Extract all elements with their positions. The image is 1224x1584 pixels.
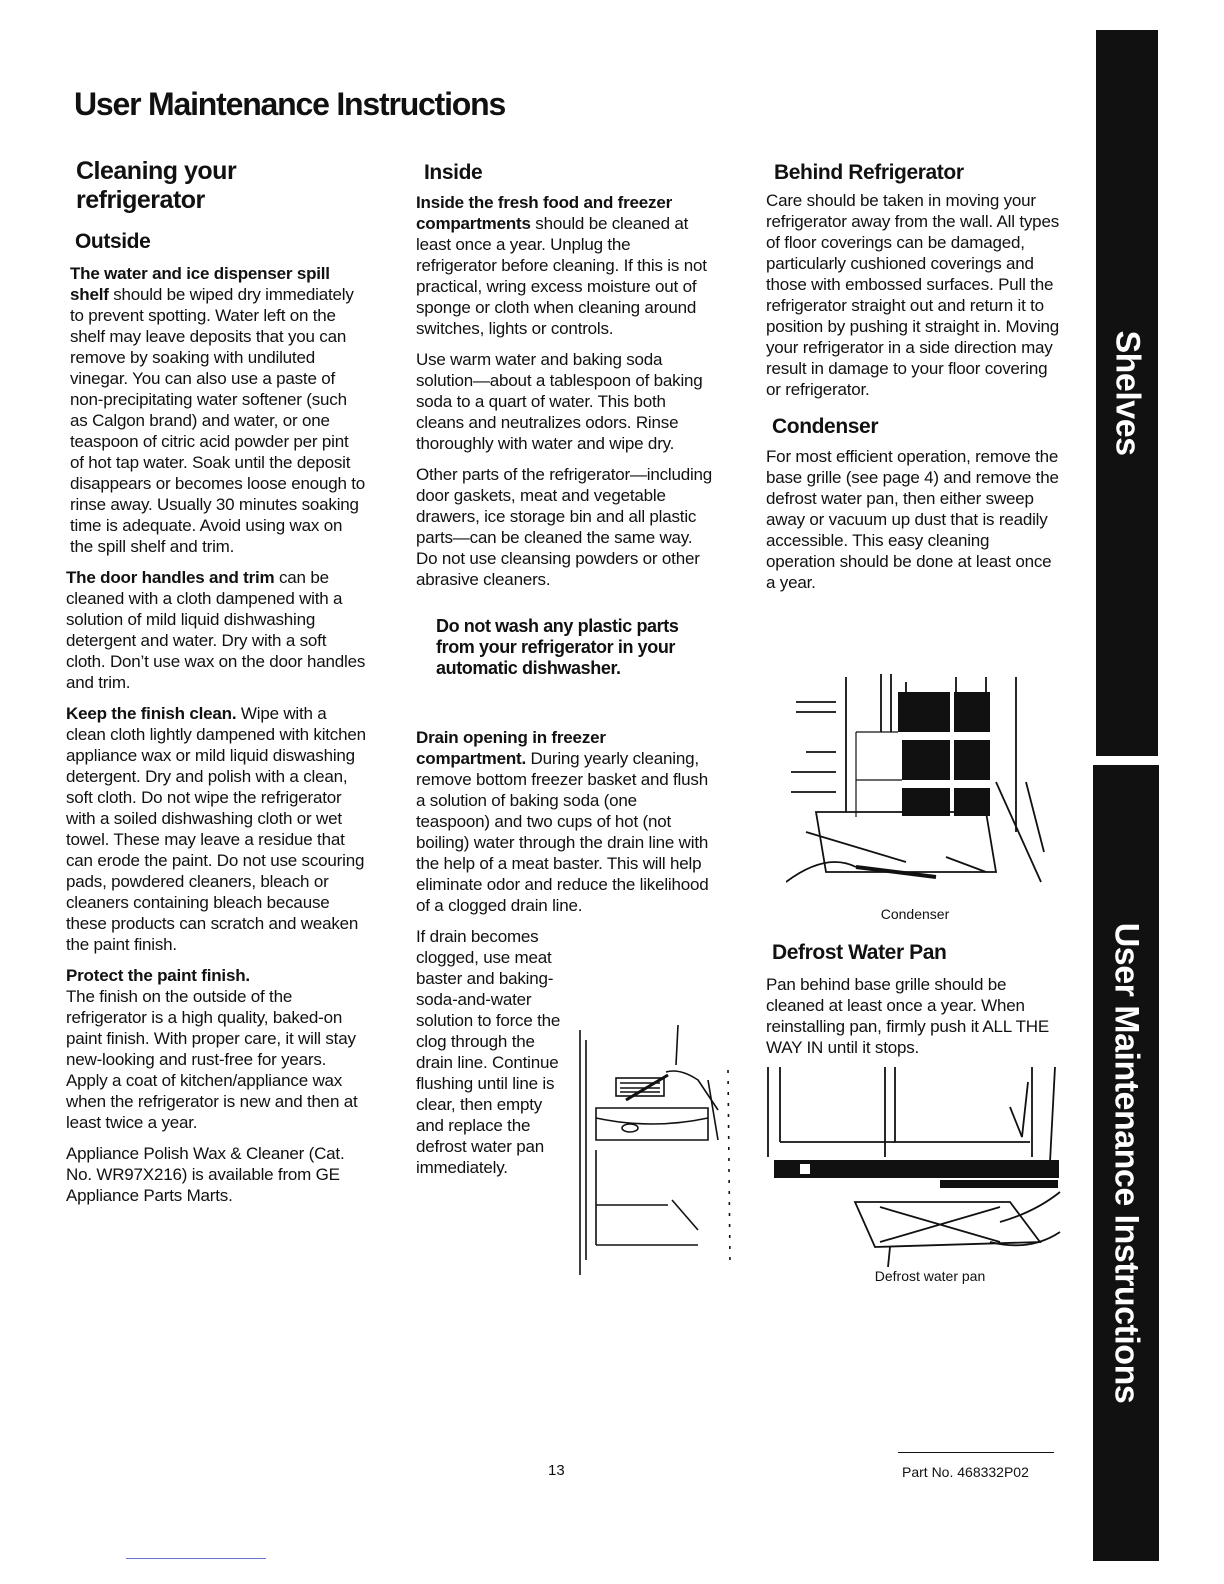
bottom-rule	[126, 1558, 266, 1559]
paragraph-protect-finish: Protect the paint finish. The finish on the outside of the refrigerator is a high quality, baked-on paint finish. With proper care, it will stay new-looking and rust-free for years. Apply a coat of kitchen/appliance wax when the refrigerator is new and then at least twice a year.	[66, 966, 358, 1132]
column-behind	[766, 160, 1066, 603]
paragraph-drain-clogged: If drain becomes clogged, use meat baster and baking-soda-and-water solution to force the clog through the drain line. Continue flushing until line is clear, then empty and replace the defrost water pan immediately.	[416, 927, 561, 1177]
defrost-pan-illustration	[760, 1062, 1066, 1272]
drain-illustration	[568, 1020, 738, 1280]
paragraph-finish-clean: Keep the finish clean. Wipe with a clean cloth lightly dampened with kitchen appliance wax or mild liquid diswashing detergent. Dry and polish with a clean, soft cloth. Do not wipe the refrigerator with a soiled dishwashing cloth or wet towel. These may leave a residue that can erode the paint. Do not use scouring pads, powdered cleaners, bleach or cleaners containing bleach because these products can scratch and weaken the paint finish.	[66, 704, 366, 954]
warning-dishwasher: Do not wash any plastic parts from your refrigerator in your automatic dishwasher.	[436, 616, 679, 678]
section-title: Cleaning your refrigerator	[76, 157, 237, 214]
condenser-illustration	[786, 672, 1048, 904]
paragraph-baking-soda: Use warm water and baking soda solution—about a tablespoon of baking soda to a quart of water. This both cleans and neutralizes odors. Rinse thoroughly with water and wipe dry.	[416, 350, 703, 453]
section-defrost-pan	[766, 940, 1066, 1068]
paragraph-spill-shelf: The water and ice dispenser spill shelf should be wiped dry immediately to prevent spotting. Water left on the shelf may leave deposits that you can remove by soaking with undiluted vinegar. You can also use a paste of non-precipitating water softener (such as Calgon brand) and water, or one teaspoon of citric acid powder per pint of hot tap water. Soak until the deposit disappears or becomes loose enough to rinse away. Usually 30 minutes soaking time is adequate. Avoid using wax on the spill shelf and trim.	[70, 264, 366, 556]
part-number: Part No. 468332P02	[902, 1464, 1029, 1480]
column-cleaning-outside	[66, 157, 366, 1216]
tab-user-maintenance[interactable]: User Maintenance Instructions	[1093, 765, 1159, 1561]
subhead-behind: Behind Refrigerator	[774, 161, 964, 184]
page-number: 13	[548, 1462, 565, 1479]
pan-caption: Defrost water pan	[874, 1268, 986, 1284]
paragraph-condenser: For most efficient operation, remove the base grille (see page 4) and remove the defrost water pan, then either sweep away or vacuum up dust that is readily accessible. This easy cleaning operation should be done at least once a year.	[766, 447, 1059, 592]
paragraph-inside-compartments: Inside the fresh food and freezer compartments should be cleaned at least once a year. Unplug the refrigerator before cleaning. If this is not practical, wring excess moisture out of sponge or cloth when cleaning around switches, lights or controls.	[416, 193, 707, 338]
paragraph-behind: Care should be taken in moving your refrigerator away from the wall. All types of floor coverings can be damaged, particularly cushioned coverings and those with embossed surfaces. Pull the refrigerator straight out and return it to position by pushing it straight in. Moving your refrigerator in a side direction may result in damage to your floor covering or refrigerator.	[766, 191, 1060, 399]
part-number-rule	[898, 1452, 1054, 1453]
paragraph-defrost-pan: Pan behind base grille should be cleaned at least once a year. When reinstalling pan, firmly push it ALL THE WAY IN until it stops.	[766, 975, 1050, 1057]
subhead-defrost-pan: Defrost Water Pan	[772, 941, 947, 964]
subhead-inside: Inside	[424, 161, 483, 184]
subhead-outside: Outside	[75, 230, 151, 253]
condenser-caption: Condenser	[880, 906, 950, 922]
tab-shelves[interactable]: Shelves	[1096, 30, 1158, 756]
page-title: User Maintenance Instructions	[74, 86, 506, 122]
paragraph-drain-opening: Drain opening in freezer compartment. During yearly cleaning, remove bottom freezer basket and flush a solution of baking soda (one teaspoon) and two cups of hot (not boiling) water through the drain line with the help of a meat baster. This will help eliminate odor and reduce the likelihood of a clogged drain line.	[416, 728, 709, 915]
paragraph-polish-wax: Appliance Polish Wax & Cleaner (Cat. No. WR97X216) is available from GE Appliance Parts Marts.	[66, 1144, 345, 1205]
subhead-condenser: Condenser	[772, 415, 879, 438]
paragraph-other-parts: Other parts of the refrigerator—including door gaskets, meat and vegetable drawers, ice storage bin and all plastic parts—can be cleaned the same way. Do not use cleansing powders or other abrasive cleaners.	[416, 465, 713, 589]
paragraph-door-handles: The door handles and trim can be cleaned with a cloth dampened with a solution of mild liquid dishwashing detergent and water. Dry with a soft cloth. Don’t use wax on the door handles and trim.	[66, 568, 366, 692]
